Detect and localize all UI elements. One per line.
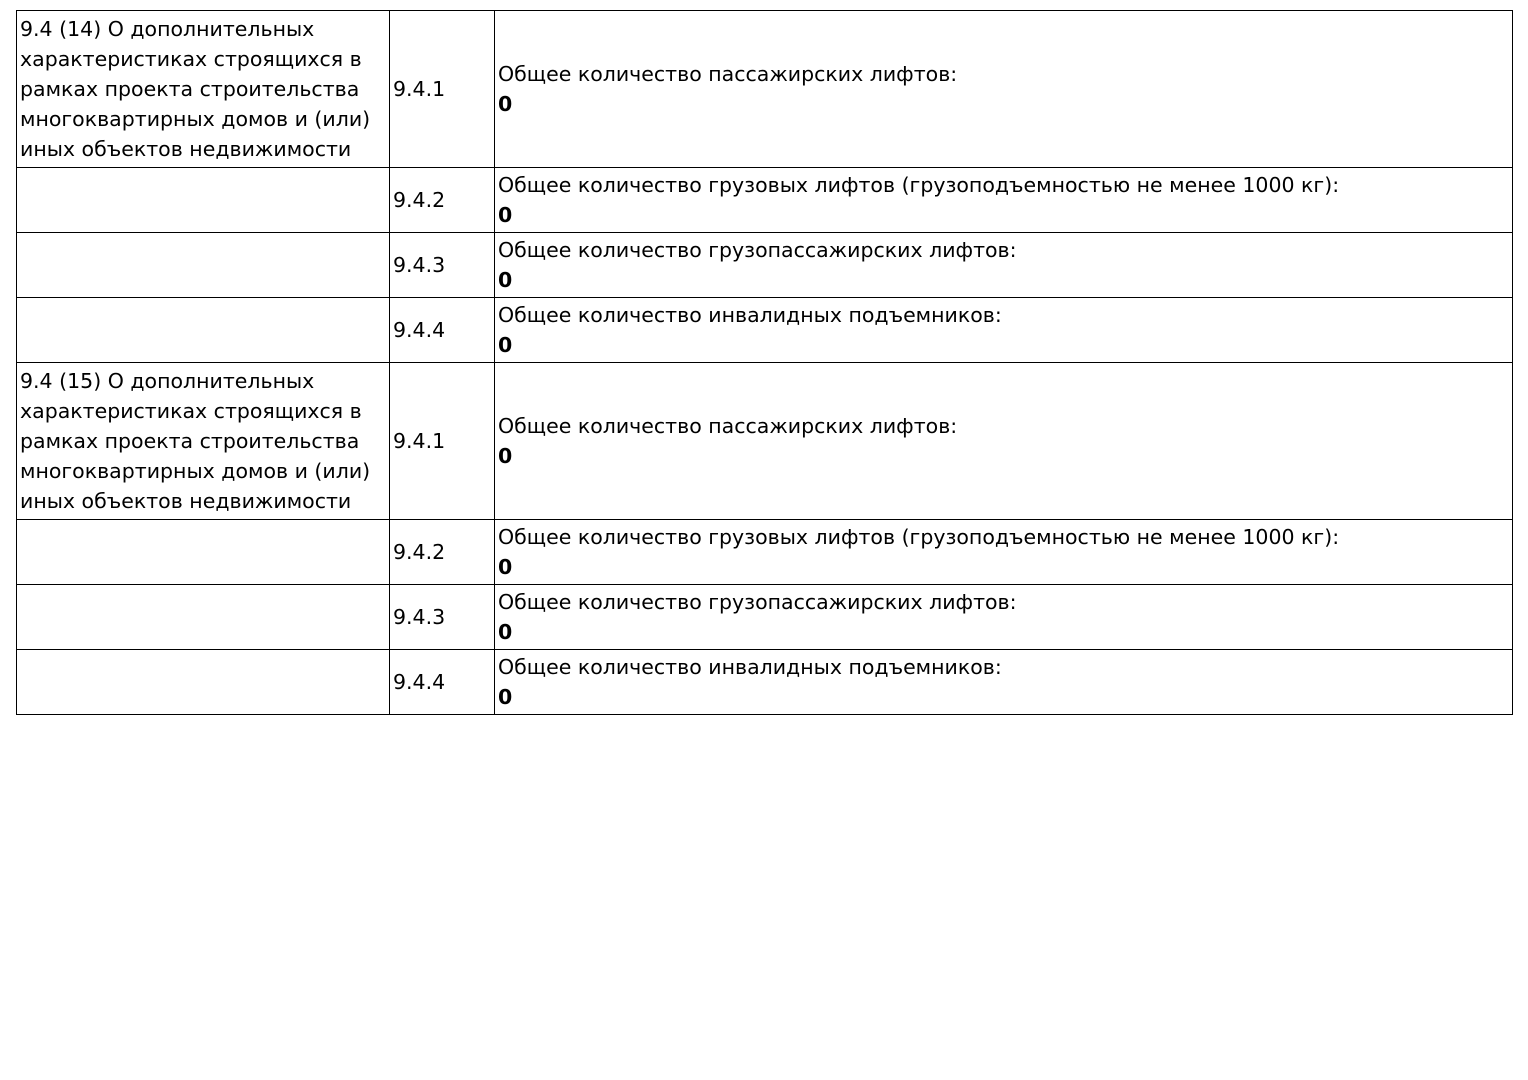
item-cell: [495, 363, 1513, 520]
table-row: [17, 168, 1513, 233]
item-label: Общее количество пассажирских лифтов:: [498, 414, 958, 438]
item-cell: [495, 11, 1513, 168]
item-label: Общее количество инвалидных подъемников:: [498, 655, 1002, 679]
item-code: 9.4.1: [390, 363, 495, 520]
item-label: Общее количество грузовых лифтов (грузоподъемностью не менее 1000 кг):: [498, 173, 1340, 197]
item-label: Общее количество пассажирских лифтов:: [498, 62, 958, 86]
item-code: 9.4.4: [390, 298, 495, 363]
item-label: Общее количество грузопассажирских лифтов:: [498, 590, 1017, 614]
empty-section-cell: [17, 585, 390, 650]
item-value: 0: [498, 555, 513, 579]
item-code: 9.4.3: [390, 585, 495, 650]
item-code: 9.4.1: [390, 11, 495, 168]
table-row: [17, 233, 1513, 298]
section-title: 9.4 (15) О дополнительных характеристиках строящихся в рамках проекта строительства многоквартирных домов и (или) иных объектов недвижимости: [17, 363, 390, 520]
item-value: 0: [498, 444, 513, 468]
table-row: [17, 363, 1513, 520]
empty-section-cell: [17, 298, 390, 363]
item-label: Общее количество грузовых лифтов (грузоподъемностью не менее 1000 кг):: [498, 525, 1340, 549]
item-label: Общее количество грузопассажирских лифтов:: [498, 238, 1017, 262]
table-row: [17, 298, 1513, 363]
item-cell: [495, 298, 1513, 363]
item-value: 0: [498, 333, 513, 357]
table-row: [17, 11, 1513, 168]
item-code: 9.4.2: [390, 520, 495, 585]
item-value: 0: [498, 92, 513, 116]
item-value: 0: [498, 203, 513, 227]
table-row: [17, 520, 1513, 585]
empty-section-cell: [17, 233, 390, 298]
empty-section-cell: [17, 650, 390, 715]
item-code: 9.4.3: [390, 233, 495, 298]
item-value: 0: [498, 268, 513, 292]
item-cell: [495, 585, 1513, 650]
empty-section-cell: [17, 168, 390, 233]
table-row: [17, 650, 1513, 715]
table-row: [17, 585, 1513, 650]
item-code: 9.4.4: [390, 650, 495, 715]
section-title: 9.4 (14) О дополнительных характеристиках строящихся в рамках проекта строительства многоквартирных домов и (или) иных объектов недвижимости: [17, 11, 390, 168]
item-cell: [495, 650, 1513, 715]
item-label: Общее количество инвалидных подъемников:: [498, 303, 1002, 327]
item-cell: [495, 233, 1513, 298]
item-value: 0: [498, 620, 513, 644]
item-value: 0: [498, 685, 513, 709]
item-cell: [495, 520, 1513, 585]
item-cell: [495, 168, 1513, 233]
empty-section-cell: [17, 520, 390, 585]
item-code: 9.4.2: [390, 168, 495, 233]
characteristics-table: [16, 10, 1513, 715]
